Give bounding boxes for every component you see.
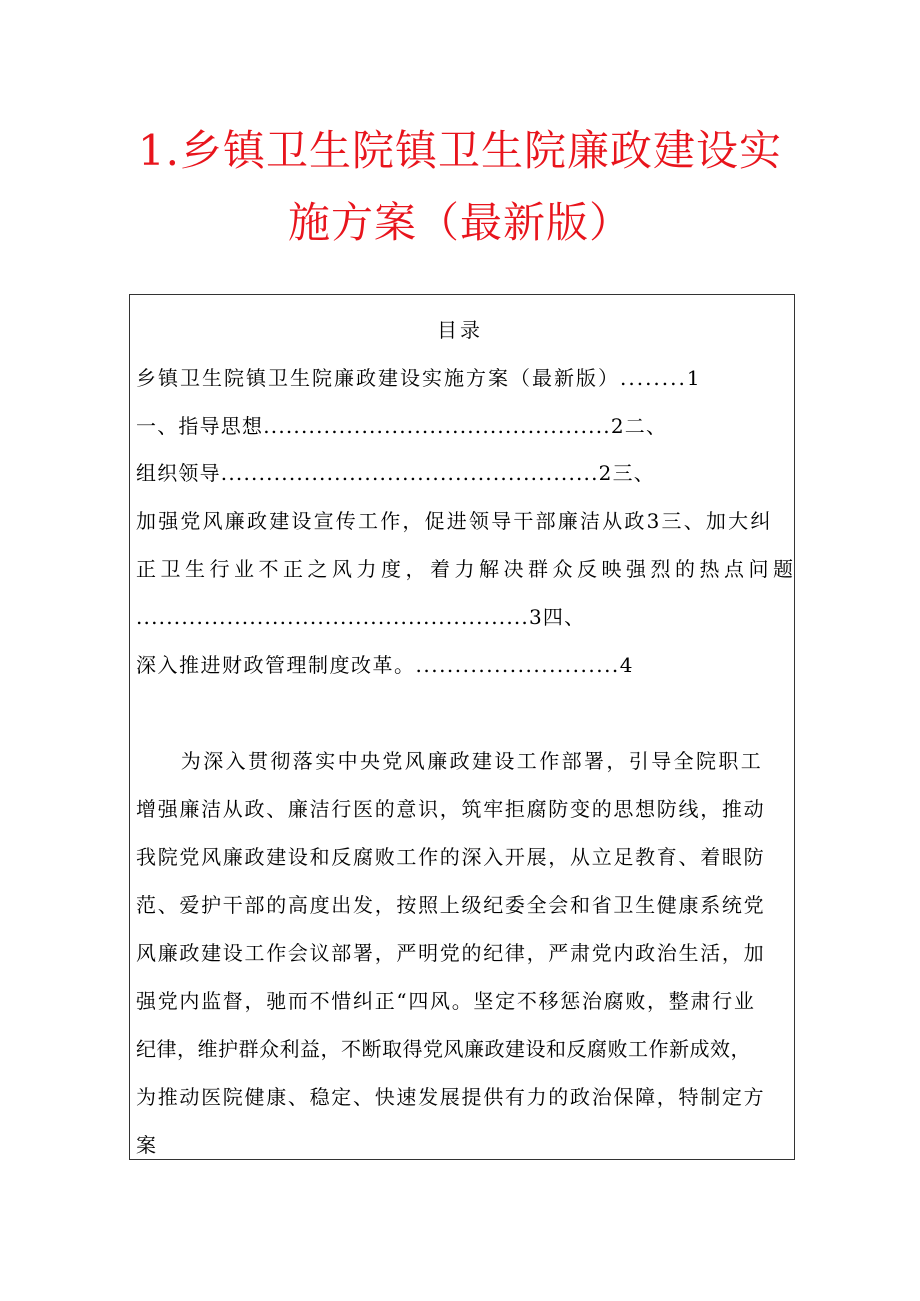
body-line: 纪律，维护群众利益，不断取得党风廉政建设和反腐败工作新成效， bbox=[136, 1037, 751, 1061]
toc-line: 加强党风廉政建设宣传工作，促进领导干部廉洁从政3三、加大纠 bbox=[136, 509, 773, 533]
body-line: 风廉政建设工作会议部署，严明党的纪律，严肃党内政治生活，加 bbox=[136, 941, 766, 965]
toc-line: 组织领导..................................................2三、 bbox=[136, 461, 655, 485]
toc-line: ....................................................3四、 bbox=[136, 605, 586, 629]
toc-line: 乡镇卫生院镇卫生院廉政建设实施方案（最新版）........1 bbox=[136, 366, 702, 390]
toc-line: 正卫生行业不正之风力度，着力解决群众反映强烈的热点问题 bbox=[136, 557, 798, 581]
toc-line: 一、指导思想..............................................2二、 bbox=[136, 414, 668, 438]
toc-line: 深入推进财政管理制度改革。..........................4 bbox=[136, 653, 635, 677]
toc-heading: 目录 bbox=[437, 318, 483, 342]
document-title-line-1: 1.乡镇卫生院镇卫生院廉政建设实 bbox=[137, 126, 783, 175]
body-line: 我院党风廉政建设和反腐败工作的深入开展，从立足教育、着眼防 bbox=[136, 845, 766, 869]
body-line: 为推动医院健康、稳定、快速发展提供有力的政治保障，特制定方 bbox=[136, 1085, 766, 1109]
body-line: 强党内监督，驰而不惜纠正“四风。坚定不移惩治腐败，整肃行业 bbox=[136, 989, 756, 1013]
body-line: 案 bbox=[136, 1133, 159, 1157]
body-line: 为深入贯彻落实中央党风廉政建设工作部署，引导全院职工 bbox=[136, 749, 764, 773]
body-line: 增强廉洁从政、廉洁行医的意识，筑牢拒腐防变的思想防线，推动 bbox=[136, 797, 766, 821]
document-title-line-2: 施方案（最新版） bbox=[287, 198, 632, 247]
body-line: 范、爱护干部的高度出发，按照上级纪委全会和省卫生健康系统党 bbox=[136, 893, 766, 917]
